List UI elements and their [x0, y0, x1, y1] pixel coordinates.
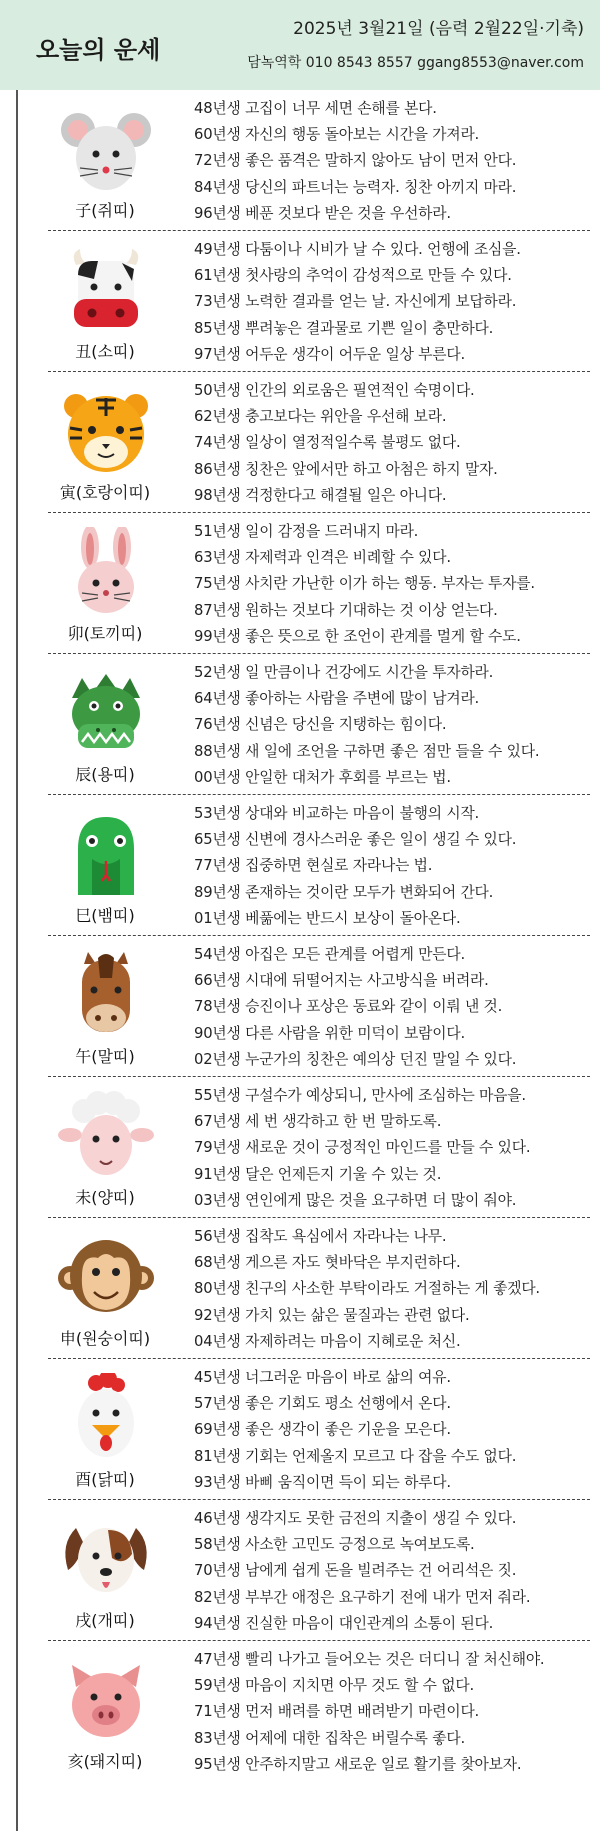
- fortune-line: 52년생 일 만큼이나 건강에도 시간을 투자하라.: [194, 664, 494, 681]
- fortune-line: 85년생 뿌려놓은 결과물로 기쁜 일이 충만하다.: [194, 319, 494, 337]
- fortune-line: 49년생 다툼이나 시비가 날 수 있다. 언행에 조심을.: [194, 241, 521, 258]
- fortune-lines: [194, 1647, 594, 1778]
- fortune-line: 67년생 세 번 생각하고 한 번 말하도록.: [194, 1113, 442, 1131]
- page-title: 오늘의 운세: [36, 36, 161, 64]
- fortune-line: 01년생 베풂에는 반드시 보상이 돌아온다.: [194, 909, 461, 927]
- fortune-line: 99년생 좋은 뜻으로 한 조언이 관계를 멀게 할 수도.: [194, 627, 521, 645]
- zodiac-section: [16, 1359, 600, 1500]
- fortune-line: 48년생 고집이 너무 세면 손해를 본다.: [194, 100, 437, 117]
- zodiac-section: [16, 372, 600, 513]
- fortune-line: 51년생 일이 감정을 드러내지 마라.: [194, 523, 419, 540]
- fortune-line: 45년생 너그러운 마음이 바로 삶의 여유.: [194, 1369, 451, 1386]
- fortune-lines: [194, 519, 594, 650]
- zodiac-section: [16, 936, 600, 1077]
- fortune-line: 00년생 안일한 대처가 후회를 부르는 법.: [194, 768, 451, 786]
- fortune-line: 93년생 바삐 움직이면 득이 되는 하루다.: [194, 1473, 451, 1491]
- fortune-line: 68년생 게으른 자도 혓바닥은 부지런하다.: [194, 1254, 461, 1272]
- dog-icon: [58, 1514, 154, 1604]
- fortune-line: 66년생 시대에 뒤떨어지는 사고방식을 버려라.: [194, 972, 489, 990]
- fortune-line: 82년생 부부간 애정은 요구하기 전에 내가 먼저 줘라.: [194, 1588, 531, 1606]
- fortune-line: 65년생 신변에 경사스러운 좋은 일이 생길 수 있다.: [194, 831, 517, 849]
- fortune-line: 74년생 일상이 열정적일수록 불평도 없다.: [194, 434, 461, 452]
- zodiac-label: 未(양띠): [75, 1188, 135, 1207]
- fortune-line: 69년생 좋은 생각이 좋은 기운을 모은다.: [194, 1421, 451, 1439]
- rat-icon: [58, 104, 154, 194]
- fortune-line: 88년생 새 일에 조언을 구하면 좋은 점만 들을 수 있다.: [194, 742, 540, 760]
- pig-icon: [58, 1655, 154, 1745]
- zodiac-label: 巳(뱀띠): [75, 906, 135, 925]
- fortune-line: 73년생 노력한 결과를 얻는 날. 자신에게 보답하라.: [194, 293, 517, 311]
- fortune-line: 02년생 누군가의 칭찬은 예의상 던진 말일 수 있다.: [194, 1050, 517, 1068]
- zodiac-section: [16, 90, 600, 231]
- fortune-lines: [194, 378, 594, 509]
- fortune-line: 90년생 다른 사람을 위한 미덕이 보람이다.: [194, 1024, 465, 1042]
- rabbit-icon: [58, 527, 154, 617]
- fortune-line: 62년생 충고보다는 위안을 우선해 보라.: [194, 408, 447, 426]
- fortune-line: 94년생 진실한 마음이 대인관계의 소통이 된다.: [194, 1614, 494, 1632]
- monkey-icon: [58, 1232, 154, 1322]
- fortune-lines: [194, 1224, 594, 1355]
- fortune-lines: [194, 1083, 594, 1214]
- zodiac-label: 辰(용띠): [75, 765, 135, 784]
- header-contact: 담녹역학 010 8543 8557 ggang8553@naver.com: [247, 55, 584, 71]
- zodiac-label: 寅(호랑이띠): [59, 483, 151, 502]
- zodiac-label: 子(쥐띠): [75, 201, 135, 220]
- fortune-line: 86년생 칭찬은 앞에서만 하고 아첨은 하지 말자.: [194, 460, 498, 478]
- tiger-icon: [58, 386, 154, 476]
- fortune-line: 97년생 어두운 생각이 어두운 일상 부른다.: [194, 345, 465, 363]
- fortune-line: 83년생 어제에 대한 집착은 버릴수록 좋다.: [194, 1729, 465, 1747]
- rooster-icon: [58, 1373, 154, 1463]
- zodiac-section: [16, 1218, 600, 1359]
- fortune-line: 47년생 빨리 나가고 들어오는 것은 더디니 잘 처신해야.: [194, 1651, 545, 1668]
- fortune-line: 54년생 아집은 모든 관계를 어렵게 만든다.: [194, 946, 465, 963]
- fortune-line: 70년생 남에게 쉽게 돈을 빌려주는 건 어리석은 짓.: [194, 1562, 517, 1580]
- horse-icon: [58, 950, 154, 1040]
- fortune-lines: [194, 801, 594, 932]
- fortune-line: 91년생 달은 언제든지 기울 수 있는 것.: [194, 1165, 442, 1183]
- fortune-line: 98년생 걱정한다고 해결될 일은 아니다.: [194, 486, 447, 504]
- fortune-line: 58년생 사소한 고민도 긍정으로 녹여보도록.: [194, 1536, 475, 1554]
- fortune-line: 89년생 존재하는 것이란 모두가 변화되어 간다.: [194, 883, 494, 901]
- dragon-icon: [58, 668, 154, 758]
- fortune-line: 80년생 친구의 사소한 부탁이라도 거절하는 게 좋겠다.: [194, 1280, 540, 1298]
- zodiac-label: 亥(돼지띠): [67, 1752, 143, 1771]
- fortune-line: 72년생 좋은 품격은 말하지 않아도 남이 먼저 안다.: [194, 152, 517, 170]
- zodiac-label: 丑(소띠): [75, 342, 135, 361]
- fortune-line: 04년생 자제하려는 마음이 지혜로운 처신.: [194, 1332, 461, 1350]
- fortune-line: 61년생 첫사랑의 추억이 감성적으로 만들 수 있다.: [194, 267, 512, 285]
- fortune-lines: [194, 660, 594, 791]
- zodiac-section: [16, 1500, 600, 1641]
- fortune-line: 03년생 연인에게 많은 것을 요구하면 더 많이 줘야.: [194, 1191, 517, 1209]
- fortune-line: 56년생 집착도 욕심에서 자라나는 나무.: [194, 1228, 447, 1245]
- fortune-line: 87년생 원하는 것보다 기대하는 것 이상 얻는다.: [194, 601, 498, 619]
- fortune-line: 55년생 구설수가 예상되니, 만사에 조심하는 마음을.: [194, 1087, 526, 1104]
- fortune-line: 59년생 마음이 지치면 아무 것도 할 수 없다.: [194, 1677, 474, 1695]
- snake-icon: [58, 809, 154, 899]
- fortune-lines: [194, 96, 594, 227]
- zodiac-label: 卯(토끼띠): [67, 624, 143, 643]
- zodiac-label: 午(말띠): [75, 1047, 135, 1066]
- fortune-line: 79년생 새로운 것이 긍정적인 마인드를 만들 수 있다.: [194, 1139, 531, 1157]
- ox-icon: [58, 245, 154, 335]
- fortune-line: 75년생 사치란 가난한 이가 하는 행동. 부자는 투자를.: [194, 575, 535, 593]
- fortune-line: 96년생 베푼 것보다 받은 것을 우선하라.: [194, 204, 451, 222]
- fortune-line: 63년생 자제력과 인격은 비례할 수 있다.: [194, 549, 451, 567]
- fortune-line: 57년생 좋은 기회도 평소 선행에서 온다.: [194, 1395, 451, 1413]
- fortune-line: 71년생 먼저 배려를 하면 배려받기 마련이다.: [194, 1703, 480, 1721]
- fortune-lines: [194, 237, 594, 368]
- header: [0, 0, 600, 90]
- zodiac-label: 申(원숭이띠): [59, 1329, 151, 1348]
- fortune-line: 78년생 승진이나 포상은 동료와 같이 이뤄 낸 것.: [194, 998, 503, 1016]
- zodiac-label: 戌(개띠): [75, 1611, 135, 1630]
- zodiac-label: 酉(닭띠): [75, 1470, 135, 1489]
- fortune-line: 50년생 인간의 외로움은 필연적인 숙명이다.: [194, 382, 475, 399]
- fortune-line: 77년생 집중하면 현실로 자라나는 법.: [194, 857, 433, 875]
- sheep-icon: [58, 1091, 154, 1181]
- zodiac-section: [16, 231, 600, 372]
- fortune-line: 95년생 안주하지말고 새로운 일로 활기를 찾아보자.: [194, 1755, 522, 1773]
- fortune-line: 60년생 자신의 행동 돌아보는 시간을 가져라.: [194, 126, 480, 144]
- header-date: 2025년 3월21일 (음력 2월22일·기축): [293, 19, 584, 39]
- fortune-lines: [194, 942, 594, 1073]
- fortune-line: 46년생 생각지도 못한 금전의 지출이 생길 수 있다.: [194, 1510, 517, 1527]
- fortune-line: 81년생 기회는 언제올지 모르고 다 잡을 수도 없다.: [194, 1447, 517, 1465]
- zodiac-section: [16, 1077, 600, 1218]
- zodiac-section: [16, 654, 600, 795]
- fortune-lines: [194, 1365, 594, 1496]
- fortune-line: 76년생 신념은 당신을 지탱하는 힘이다.: [194, 716, 447, 734]
- fortune-line: 92년생 가치 있는 삶은 물질과는 관련 없다.: [194, 1306, 470, 1324]
- zodiac-section: [16, 1641, 600, 1782]
- zodiac-section: [16, 795, 600, 936]
- fortune-line: 64년생 좋아하는 사람을 주변에 많이 남겨라.: [194, 690, 480, 708]
- fortune-line: 53년생 상대와 비교하는 마음이 불행의 시작.: [194, 805, 480, 822]
- zodiac-section: [16, 513, 600, 654]
- fortune-line: 84년생 당신의 파트너는 능력자. 칭찬 아끼지 마라.: [194, 178, 517, 196]
- fortune-lines: [194, 1506, 594, 1637]
